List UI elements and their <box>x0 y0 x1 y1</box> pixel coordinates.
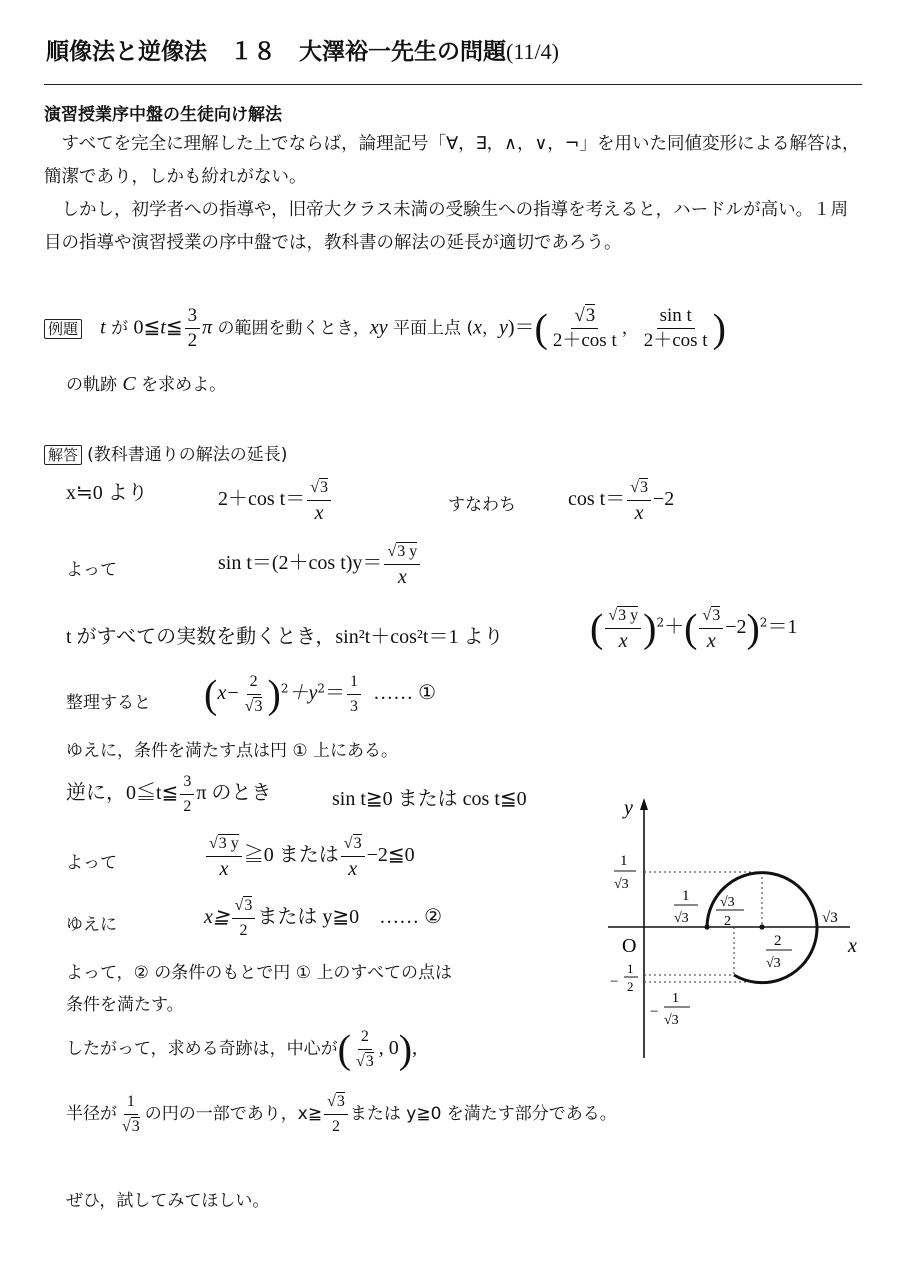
problem-frac-y <box>641 304 711 353</box>
sqrt-arg: 3 <box>320 479 328 496</box>
sol-line-3-eq <box>590 604 797 653</box>
intro-paragraphs <box>44 128 864 260</box>
solution-tag: 解答 <box>44 445 82 465</box>
frac-num: √3 <box>232 894 256 919</box>
l2-yotte: よって <box>66 560 117 580</box>
problem-range-lhs: 0≦ <box>133 316 161 339</box>
problem-pi: π <box>202 316 213 339</box>
frac-num: √3 <box>571 304 598 329</box>
paren-open: ( <box>590 605 604 651</box>
paren-close: ) <box>643 605 657 651</box>
l3-frac2 <box>699 604 723 653</box>
frac-num: √3 y <box>384 540 420 565</box>
l10-text: 条件を満たす。 <box>66 995 184 1015</box>
l1-frac2 <box>627 476 651 525</box>
sol-line-1-eq2 <box>568 476 674 525</box>
frac-den: 2＋cos t <box>552 330 617 351</box>
frac-num: sin t <box>657 304 695 329</box>
frac-den: x <box>219 858 229 880</box>
l12-frac2 <box>324 1090 348 1139</box>
frac-den: 2 <box>187 330 198 351</box>
l1-frac <box>307 476 331 525</box>
frac-den: √3 <box>244 698 263 715</box>
lbl-neg-1-sqrt3-sign: − <box>650 1004 659 1020</box>
frac-num: 3 <box>180 770 194 795</box>
solution-header <box>44 440 287 465</box>
l11-text: したがって，求める奇跡は，中心が <box>66 1039 338 1059</box>
lbl-2-sqrt3-den: √3 <box>766 956 781 971</box>
l1-cond: x≒0 より <box>66 482 148 504</box>
paren-close: ) <box>267 671 281 717</box>
sqrt-arg: 3 <box>640 479 648 496</box>
l8-a: x≧ <box>204 906 230 928</box>
solution-note: (教科書通りの解法の延長) <box>87 445 288 465</box>
sol-line-1 <box>66 476 148 505</box>
problem-frac-x <box>550 304 620 353</box>
l4-mark: …… ① <box>373 682 437 704</box>
frac-den: 2 <box>331 1118 340 1135</box>
frac-den: √3 <box>356 1053 374 1070</box>
frac-num: √3 <box>341 832 365 857</box>
l8-b: または y≧0 …… ② <box>257 906 443 928</box>
problem-range-t: t <box>160 316 166 339</box>
problem-frac <box>185 304 201 353</box>
frac-den: √3 <box>122 1118 140 1135</box>
l3-frac1 <box>605 604 641 653</box>
sqrt-arg: 3 <box>712 607 721 624</box>
frac-num: √3 y <box>206 832 242 857</box>
problem-t: t <box>100 316 106 339</box>
sol-line-11 <box>66 1025 417 1074</box>
sq-y: 2 <box>317 681 325 696</box>
sqrt-arg: 3 <box>365 1053 374 1070</box>
problem-y: y <box>498 316 508 339</box>
sol-line-6 <box>66 770 271 819</box>
paren-close: ) <box>746 605 760 651</box>
frac-num: √3 <box>627 476 651 501</box>
l3-minus: −2 <box>725 616 747 638</box>
closing-text: ぜひ，試してみてほしい。 <box>66 1191 270 1211</box>
l11-zero: 0 <box>388 1037 399 1059</box>
sq-2: 2 <box>759 615 768 630</box>
sol-line-7 <box>204 832 415 881</box>
l12-c: または y≧0 を満たす部分である。 <box>349 1104 617 1124</box>
l7-yotte: よって <box>66 853 117 873</box>
l8-yueni: ゆえに <box>66 915 117 935</box>
problem-line2 <box>66 370 226 396</box>
point-center <box>759 924 764 929</box>
problem-comma: ， <box>481 318 499 339</box>
sqrt-arg: 3 y <box>618 607 639 624</box>
origin-label: O <box>622 935 637 957</box>
l7-mid: ≧0 または <box>243 844 339 866</box>
problem-x: x <box>473 316 482 339</box>
l11-comma: , <box>378 1037 389 1059</box>
l12-frac <box>119 1090 143 1139</box>
title-text: 順像法と逆像法 １８ 大澤裕一先生の問題 <box>46 39 506 65</box>
l7-end: −2≦0 <box>366 844 415 866</box>
frac-den: x <box>706 630 716 652</box>
l8-frac <box>232 894 256 943</box>
intro-paragraph-2: しかし，初学者への指導や，旧帝大クラス未満の受験生への指導を考えると，ハードルが高い。１周目の指導や演習授業の序中盤では，教科書の解法の延長が適切であろう。 <box>44 200 849 253</box>
problem-text1: の範囲を動くとき， <box>212 318 370 339</box>
frac-num: √3 <box>699 604 723 629</box>
l1-eq2-lhs: cos t＝ <box>568 488 626 510</box>
l6-b: π のとき <box>196 782 272 804</box>
sqrt-arg: 3 <box>254 698 263 715</box>
l1-sunawachi: すなわち <box>448 495 516 515</box>
sol-line-8 <box>204 894 442 943</box>
sq-1: 2 <box>656 615 665 630</box>
big-paren-close: ) <box>712 305 726 351</box>
frac-den: 2＋cos t <box>643 330 708 351</box>
frac-num: √3 y <box>605 604 641 629</box>
sqrt-arg: 3 <box>244 897 253 914</box>
l4-rest: ＋y <box>288 682 318 704</box>
l12-a: 半径が <box>66 1104 117 1124</box>
frac-num: √3 <box>324 1090 348 1115</box>
l4-frac <box>242 670 266 719</box>
title-date: (11/4) <box>506 39 559 64</box>
frac-num: 2 <box>358 1025 372 1050</box>
sqrt-arg: 3 y <box>397 543 418 560</box>
paren-open: ( <box>204 671 218 717</box>
frac-num: √3 <box>307 476 331 501</box>
l6-a: 逆に，0≦t≦ <box>66 782 179 804</box>
lbl-y-top-den: √3 <box>614 877 629 892</box>
l4-rfrac <box>347 670 361 719</box>
lbl-sqrt3-2-num: √3 <box>720 895 735 910</box>
problem-range-rel: ≦ <box>165 316 183 339</box>
lbl-sqrt3: √3 <box>822 910 838 926</box>
sqrt-arg: 3 <box>336 1093 345 1110</box>
lbl-half-den: 2 <box>627 979 634 994</box>
l1-eq-lhs: 2＋cos t＝ <box>218 488 306 510</box>
frac-num: 1 <box>347 670 361 695</box>
frac-num: 1 <box>124 1090 138 1115</box>
sq: 2 <box>280 681 289 696</box>
lbl-half-num: 1 <box>627 961 634 976</box>
sqrt-arg: 3 <box>353 835 362 852</box>
problem-comma2: ， <box>621 318 639 339</box>
point-start <box>704 924 709 929</box>
l1-eq2-rhs: −2 <box>653 488 675 510</box>
problem-paren-eq: )＝ <box>507 316 535 339</box>
l11-comma2: , <box>412 1037 418 1059</box>
y-axis-label: y <box>624 797 633 819</box>
frac-den: x <box>397 566 407 588</box>
lbl-neg-1-sqrt3-den: √3 <box>664 1013 679 1028</box>
y-axis-arrow <box>640 798 648 810</box>
l3-eq1: ＝1 <box>767 616 798 638</box>
problem-c: C <box>122 373 136 395</box>
lbl-neg-1-sqrt3-num: 1 <box>672 991 679 1006</box>
l2-lhs: sin t＝(2＋cos t)y＝ <box>218 552 383 574</box>
paren-close: ) <box>398 1026 413 1072</box>
sol-line-3 <box>66 620 503 649</box>
sol-line-2 <box>218 540 422 589</box>
l5-text: ゆえに，条件を満たす点は円 ① 上にある。 <box>66 741 399 761</box>
problem-statement <box>44 304 726 353</box>
frac-num: 2 <box>247 670 261 695</box>
problem-line2-b: を求めよ。 <box>135 375 227 395</box>
frac-den: 2 <box>183 798 192 815</box>
title-rule <box>44 84 862 85</box>
problem-xy: xy <box>369 316 388 339</box>
frac-den: x <box>314 502 324 524</box>
frac-den: 2 <box>239 922 248 939</box>
problem-tag: 例題 <box>44 319 82 339</box>
paren-open: ( <box>337 1026 351 1072</box>
l4-text: 整理すると <box>66 693 151 713</box>
l2-frac <box>384 540 420 589</box>
frac-den: x <box>348 858 358 880</box>
lbl-neg-half-sign: − <box>610 974 619 990</box>
l3-text: t がすべての実数を動くとき，sin²t＋cos²t＝1 より <box>66 626 504 648</box>
problem-ga: が <box>105 318 134 339</box>
l4-eq: ＝ <box>324 682 345 704</box>
lbl-sqrt3-2-den: 2 <box>724 914 731 929</box>
l6-c: sin t≧0 または cos t≦0 <box>332 788 527 810</box>
sol-line-1-eq <box>218 476 333 525</box>
lbl-2-sqrt3-num: 2 <box>774 933 782 949</box>
frac-den: x <box>618 630 628 652</box>
sqrt-arg: 3 <box>131 1118 140 1135</box>
l4-x: x− <box>217 682 240 704</box>
paren-open: ( <box>684 605 698 651</box>
intro-heading: 演習授業序中盤の生徒向け解法 <box>44 105 282 125</box>
lbl-x-1-num: 1 <box>682 888 690 904</box>
x-axis-label: x <box>848 935 857 957</box>
sol-line-12 <box>66 1090 617 1139</box>
l7-frac1 <box>206 832 242 881</box>
problem-text2: 平面上点 ( <box>387 318 474 339</box>
sqrt-arg: 3 y <box>218 835 239 852</box>
sqrt-arg: 3 <box>585 305 596 326</box>
l11-frac <box>353 1025 377 1074</box>
intro-paragraph-1: すべてを完全に理解した上でならば，論理記号「∀，∃，∧，∨，¬」を用いた同値変形による解答は，簡潔であり，しかも紛れがない。 <box>44 134 860 187</box>
frac-num: 3 <box>185 304 201 329</box>
l3-plus: ＋ <box>664 616 685 638</box>
l6-frac <box>180 770 194 819</box>
l7-frac2 <box>341 832 365 881</box>
lbl-x-1-den: √3 <box>674 911 689 926</box>
sol-line-4 <box>204 670 436 719</box>
frac-den: 3 <box>349 698 358 715</box>
l9-text: よって，② の条件のもとで円 ① 上のすべての点は <box>66 963 453 983</box>
page-title <box>46 33 559 66</box>
frac-den: x <box>634 502 644 524</box>
big-paren-open: ( <box>534 305 548 351</box>
lbl-y-top-num: 1 <box>620 853 628 869</box>
locus-graph <box>600 790 870 1070</box>
problem-line2-a: の軌跡 <box>66 375 123 395</box>
l12-b: の円の一部であり，x≧ <box>144 1104 323 1124</box>
